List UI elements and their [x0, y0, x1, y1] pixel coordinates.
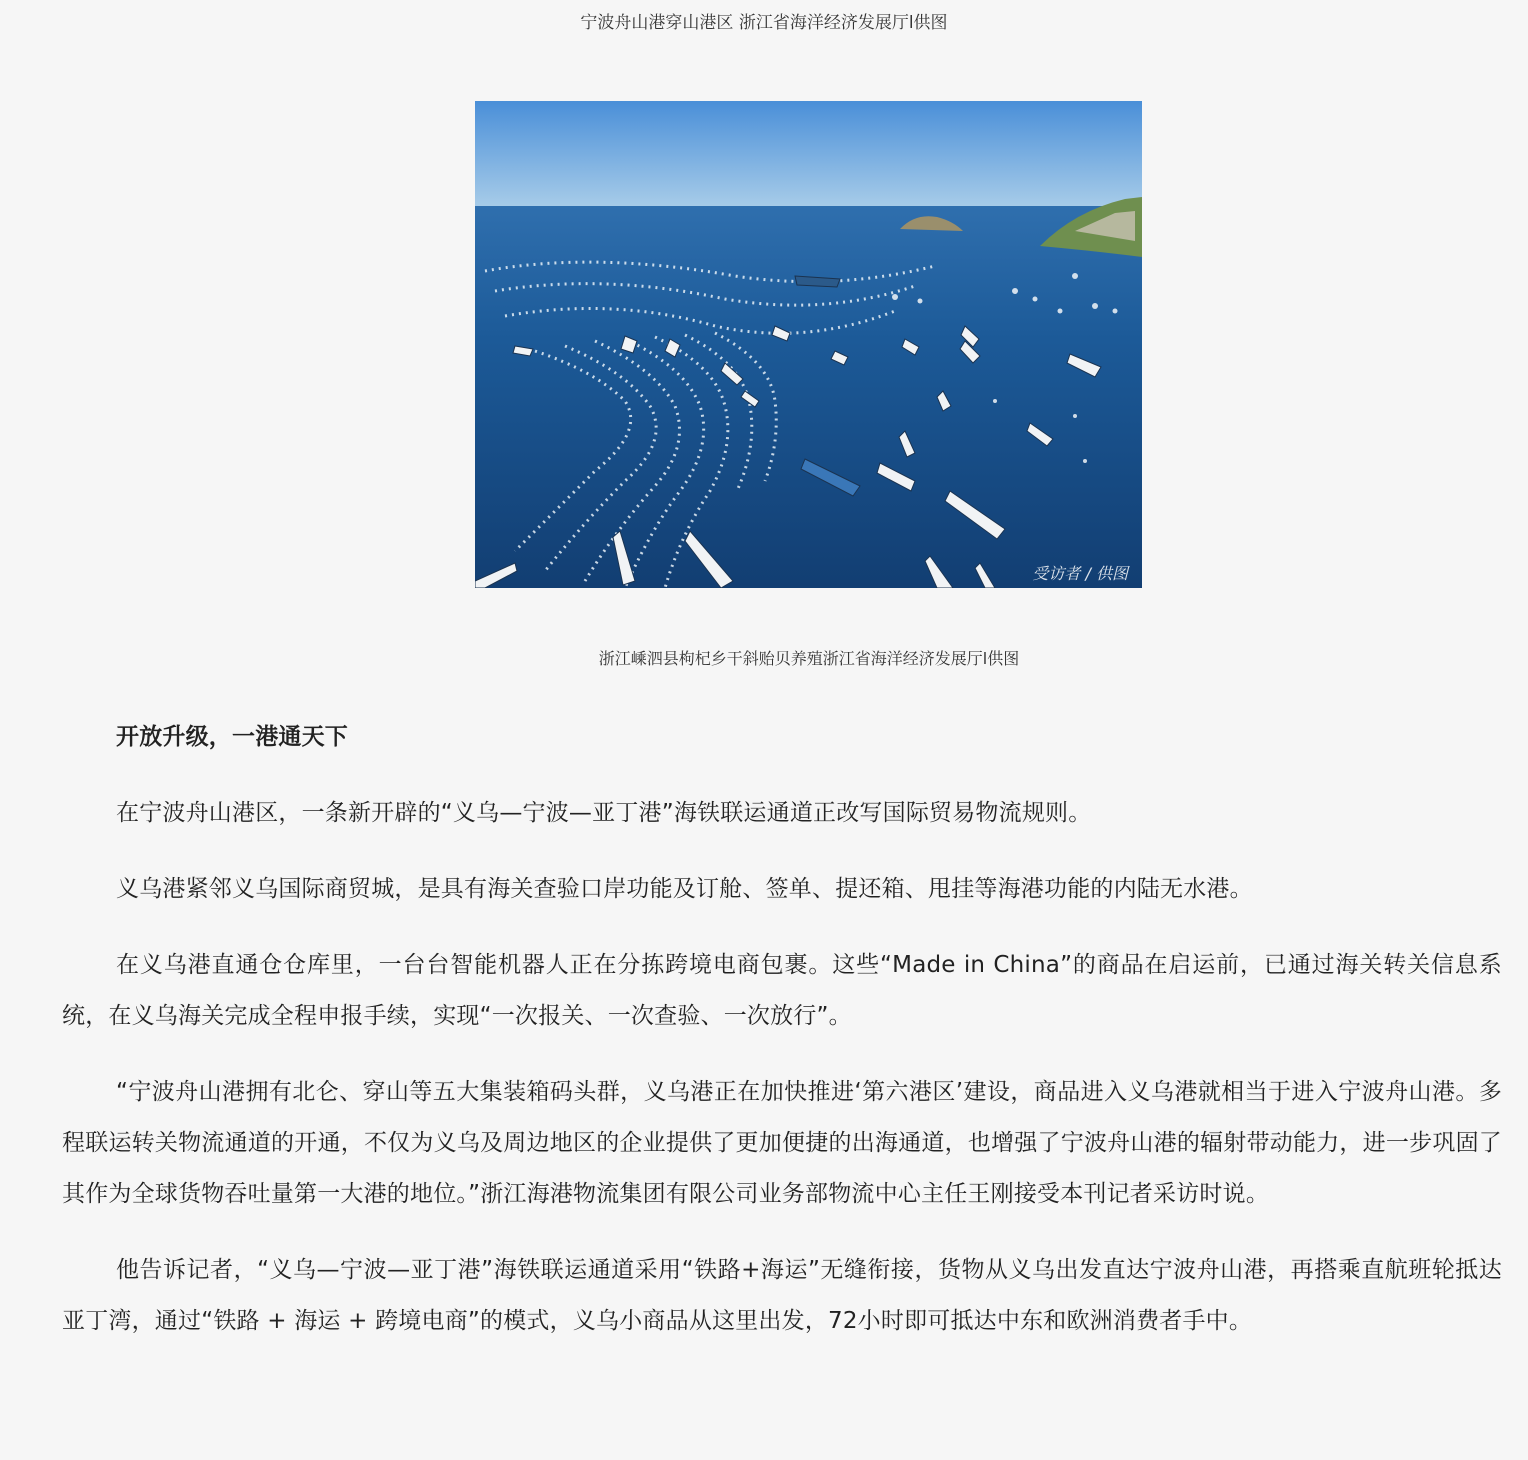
section-heading: 开放升级，一港通天下	[116, 724, 348, 750]
aerial-sea-farm-photo	[475, 101, 1142, 588]
photo-illustration	[475, 101, 1142, 588]
article-paragraph: 义乌港紧邻义乌国际商贸城，是具有海关查验口岸功能及订舱、签单、提还箱、甩挂等海港功能的内陆无水港。	[116, 876, 1253, 902]
article-paragraph: “宁波舟山港拥有北仑、穿山等五大集装箱码头群，义乌港正在加快推进‘第六港区’建设，商品进入义乌港就相当于进入宁波舟山港。多程联运转关物流通道的开通，不仅为义乌及周边地区的企业提供了更加便捷的出海通道，也增强了宁波舟山港的辐射带动能力，进一步巩固了其作为全球货物吞吐量第一大港的地位。”浙江海港物流集团有限公司业务部物流中心主任王刚接受本刊记者采访时说。	[62, 1079, 1502, 1207]
top-image-caption: 宁波舟山港穿山港区 浙江省海洋经济发展厅l供图	[580, 13, 948, 33]
article-paragraph: 他告诉记者，“义乌—宁波—亚丁港”海铁联运通道采用“铁路+海运”无缝衔接，货物从义乌出发直达宁波舟山港，再搭乘直航班轮抵达亚丁湾，通过“铁路 + 海运 + 跨境电商”的模式，义乌小商品从这里出发，72小时即可抵达中东和欧洲消费者手中。	[62, 1257, 1502, 1334]
article-paragraph: 在宁波舟山港区，一条新开辟的“义乌—宁波—亚丁港”海铁联运通道正改写国际贸易物流规则。	[116, 800, 1092, 826]
photo-credit: 受访者 / 供图	[1032, 564, 1128, 583]
article-paragraph: 在义乌港直通仓仓库里，一台台智能机器人正在分拣跨境电商包裹。这些“Made in China”的商品在启运前，已通过海关转关信息系统，在义乌海关完成全程申报手续，实现“一次报关、一次查验、一次放行”。	[62, 952, 1502, 1029]
article-body	[62, 712, 1502, 1372]
photo-caption: 浙江嵊泗县枸杞乡干斜贻贝养殖浙江省海洋经济发展厅l供图	[598, 649, 1020, 668]
